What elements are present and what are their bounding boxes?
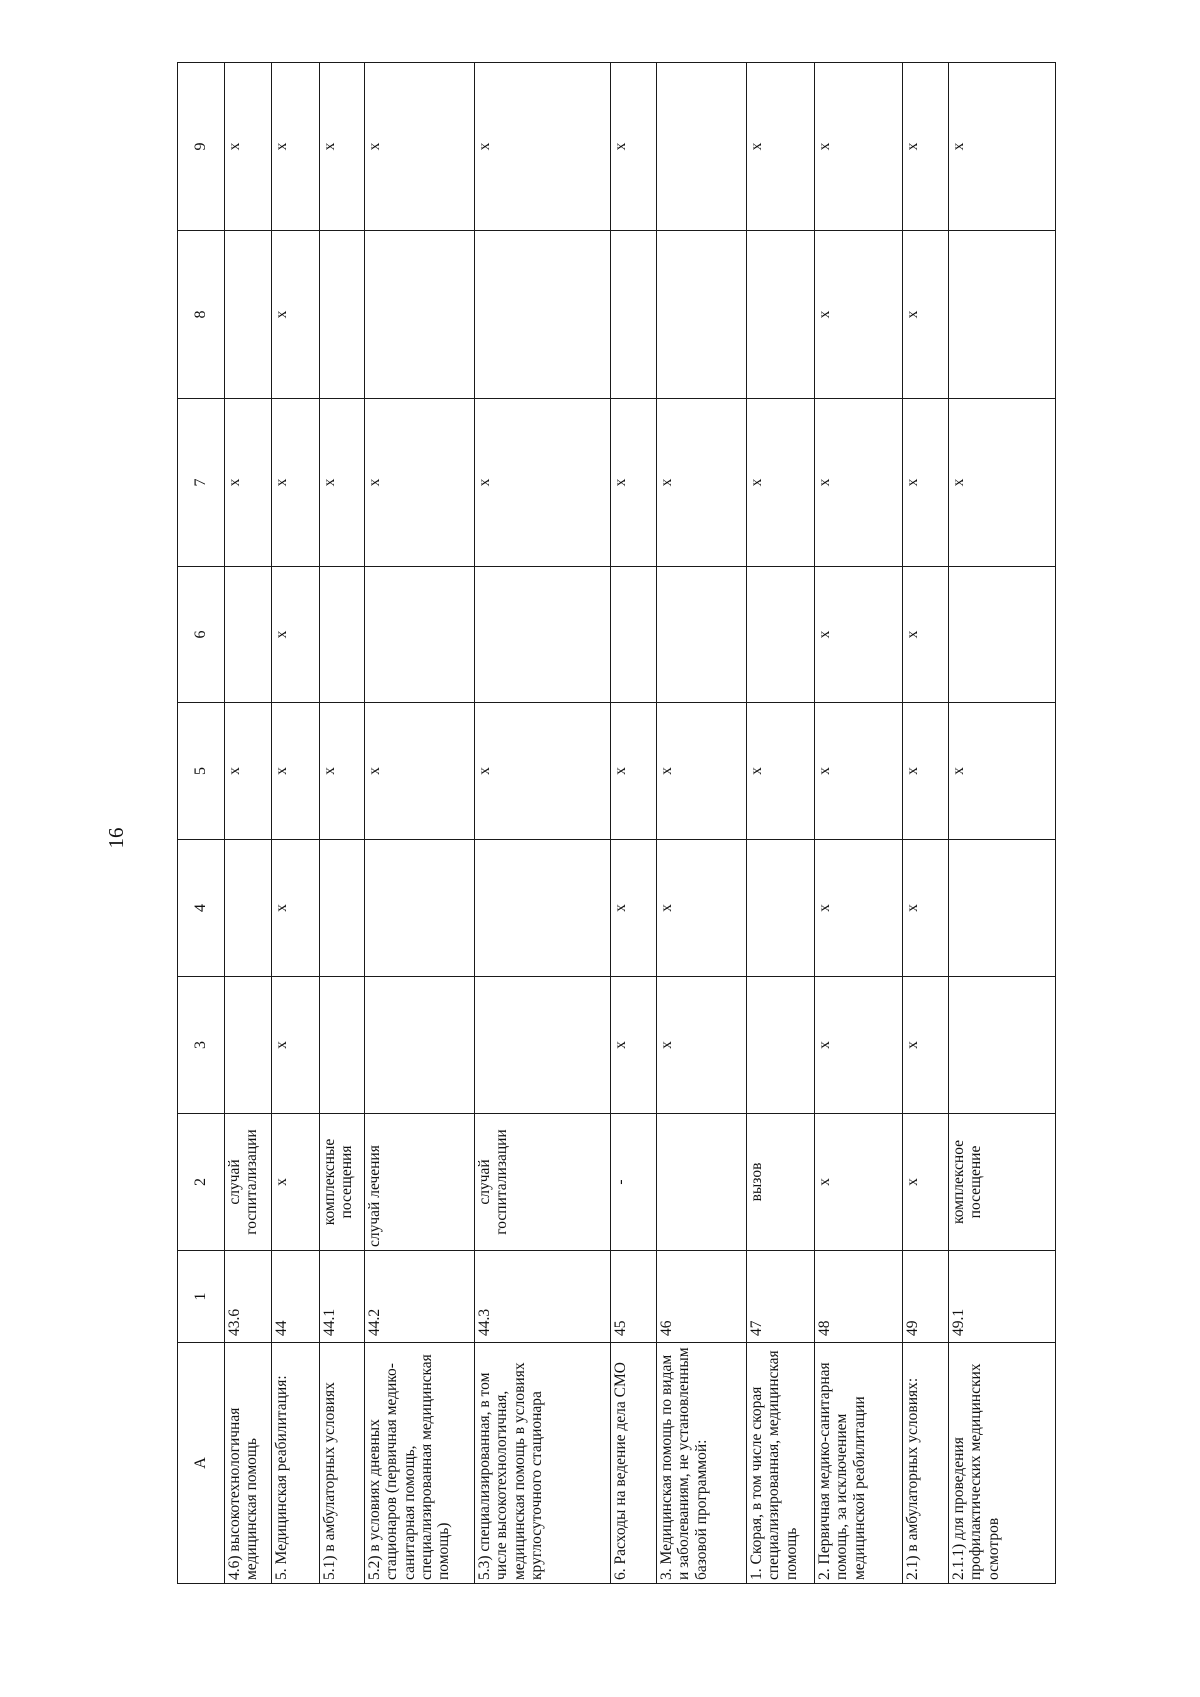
row-number: 46	[657, 1251, 747, 1343]
cell-9: х	[949, 63, 1056, 231]
cell-5: х	[903, 703, 949, 840]
data-table	[177, 62, 1056, 1584]
cell-6: х	[903, 567, 949, 703]
cell-7: х	[365, 399, 475, 567]
cell-9: х	[903, 63, 949, 231]
unit-cell: случай госпитализации	[475, 1114, 611, 1251]
table-row	[903, 63, 949, 1584]
unit-cell: х	[815, 1114, 903, 1251]
table-row	[320, 63, 365, 1584]
row-name: 5.3) специализированная, в том числе высокотехнологичная, медицинская помощь в условиях круглосуточного стационара	[475, 1343, 611, 1584]
cell-3: х	[272, 977, 320, 1114]
table-row	[657, 63, 747, 1584]
cell-3: х	[815, 977, 903, 1114]
unit-cell: случай лечения	[365, 1114, 475, 1251]
cell-7: х	[815, 399, 903, 567]
cell-5: х	[611, 703, 657, 840]
cell-6	[225, 567, 272, 703]
cell-5: х	[365, 703, 475, 840]
cell-3	[747, 977, 815, 1114]
column-header: 7	[178, 399, 225, 567]
cell-5: х	[272, 703, 320, 840]
cell-9: х	[475, 63, 611, 231]
cell-4: х	[903, 840, 949, 977]
unit-cell	[657, 1114, 747, 1251]
column-header: 3	[178, 977, 225, 1114]
unit-cell: случай госпитализации	[225, 1114, 272, 1251]
cell-8	[320, 231, 365, 399]
cell-5: х	[475, 703, 611, 840]
column-header: 5	[178, 703, 225, 840]
cell-4	[949, 840, 1056, 977]
column-header: 4	[178, 840, 225, 977]
row-number: 44.2	[365, 1251, 475, 1343]
column-header: 9	[178, 63, 225, 231]
row-number: 48	[815, 1251, 903, 1343]
unit-cell: х	[272, 1114, 320, 1251]
cell-3	[949, 977, 1056, 1114]
cell-6	[365, 567, 475, 703]
row-name: 5. Медицинская реабилитация:	[272, 1343, 320, 1584]
column-header: 1	[178, 1251, 225, 1343]
column-header: 6	[178, 567, 225, 703]
cell-8	[225, 231, 272, 399]
rotated-table-container	[177, 63, 1053, 1584]
cell-9: х	[365, 63, 475, 231]
row-name: 4.6) высокотехнологичная медицинская помощь	[225, 1343, 272, 1584]
cell-3	[475, 977, 611, 1114]
cell-9: х	[272, 63, 320, 231]
cell-6	[611, 567, 657, 703]
row-name: 2. Первичная медико-санитарная помощь, за исключением медицинской реабилитации	[815, 1343, 903, 1584]
row-number: 44.3	[475, 1251, 611, 1343]
cell-5: х	[225, 703, 272, 840]
cell-9: х	[815, 63, 903, 231]
cell-4	[365, 840, 475, 977]
page-number: 16	[103, 827, 128, 849]
header-row	[178, 63, 225, 1584]
cell-4	[747, 840, 815, 977]
table-row	[365, 63, 475, 1584]
cell-7: х	[657, 399, 747, 567]
unit-cell: комплексные посещения	[320, 1114, 365, 1251]
row-name: 2.1) в амбулаторных условиях:	[903, 1343, 949, 1584]
cell-8	[611, 231, 657, 399]
cell-9: х	[320, 63, 365, 231]
cell-6	[320, 567, 365, 703]
cell-7: х	[475, 399, 611, 567]
cell-3: х	[611, 977, 657, 1114]
cell-6: х	[815, 567, 903, 703]
cell-6: х	[272, 567, 320, 703]
cell-3	[320, 977, 365, 1114]
cell-5: х	[657, 703, 747, 840]
cell-9	[657, 63, 747, 231]
cell-7: х	[225, 399, 272, 567]
row-name: 2.1.1) для проведения профилактических медицинских осмотров	[949, 1343, 1056, 1584]
table-row	[272, 63, 320, 1584]
row-name: 6. Расходы на ведение дела СМО	[611, 1343, 657, 1584]
cell-8	[949, 231, 1056, 399]
row-number: 44.1	[320, 1251, 365, 1343]
cell-7: х	[272, 399, 320, 567]
cell-9: х	[611, 63, 657, 231]
cell-6	[747, 567, 815, 703]
unit-cell: вызов	[747, 1114, 815, 1251]
cell-6	[657, 567, 747, 703]
cell-3: х	[657, 977, 747, 1114]
table-row	[815, 63, 903, 1584]
cell-3	[365, 977, 475, 1114]
cell-7: х	[320, 399, 365, 567]
row-number: 47	[747, 1251, 815, 1343]
cell-4: х	[611, 840, 657, 977]
cell-4: х	[657, 840, 747, 977]
cell-4	[475, 840, 611, 977]
table-row	[475, 63, 611, 1584]
table-row	[611, 63, 657, 1584]
row-name: 5.2) в условиях дневных стационаров (первичная медико-санитарная помощь, специализированная медицинская помощь)	[365, 1343, 475, 1584]
row-number: 49	[903, 1251, 949, 1343]
row-number: 43.6	[225, 1251, 272, 1343]
cell-5: х	[747, 703, 815, 840]
cell-5: х	[815, 703, 903, 840]
cell-8	[475, 231, 611, 399]
cell-8: х	[903, 231, 949, 399]
unit-cell: комплексное посещение	[949, 1114, 1056, 1251]
table-row	[747, 63, 815, 1584]
column-header: 8	[178, 231, 225, 399]
column-header: 2	[178, 1114, 225, 1251]
row-name: 1. Скорая, в том числе скорая специализированная, медицинская помощь	[747, 1343, 815, 1584]
table-row	[225, 63, 272, 1584]
row-name: 5.1) в амбулаторных условиях	[320, 1343, 365, 1584]
cell-8: х	[272, 231, 320, 399]
row-number: 45	[611, 1251, 657, 1343]
cell-4	[225, 840, 272, 977]
cell-7: х	[949, 399, 1056, 567]
row-number: 44	[272, 1251, 320, 1343]
cell-5: х	[320, 703, 365, 840]
cell-8	[747, 231, 815, 399]
cell-5: х	[949, 703, 1056, 840]
cell-7: х	[611, 399, 657, 567]
cell-4	[320, 840, 365, 977]
table-row	[949, 63, 1056, 1584]
cell-3	[225, 977, 272, 1114]
unit-cell: х	[903, 1114, 949, 1251]
cell-4: х	[815, 840, 903, 977]
cell-9: х	[225, 63, 272, 231]
row-name: 3. Медицинская помощь по видам и заболеваниям, не установленным базовой программой:	[657, 1343, 747, 1584]
cell-6	[949, 567, 1056, 703]
cell-4: х	[272, 840, 320, 977]
cell-8: х	[815, 231, 903, 399]
cell-8	[365, 231, 475, 399]
unit-cell: -	[611, 1114, 657, 1251]
cell-3: х	[903, 977, 949, 1114]
row-number: 49.1	[949, 1251, 1056, 1343]
cell-8	[657, 231, 747, 399]
cell-9: х	[747, 63, 815, 231]
column-header: A	[178, 1343, 225, 1584]
cell-6	[475, 567, 611, 703]
cell-7: х	[903, 399, 949, 567]
cell-7: х	[747, 399, 815, 567]
